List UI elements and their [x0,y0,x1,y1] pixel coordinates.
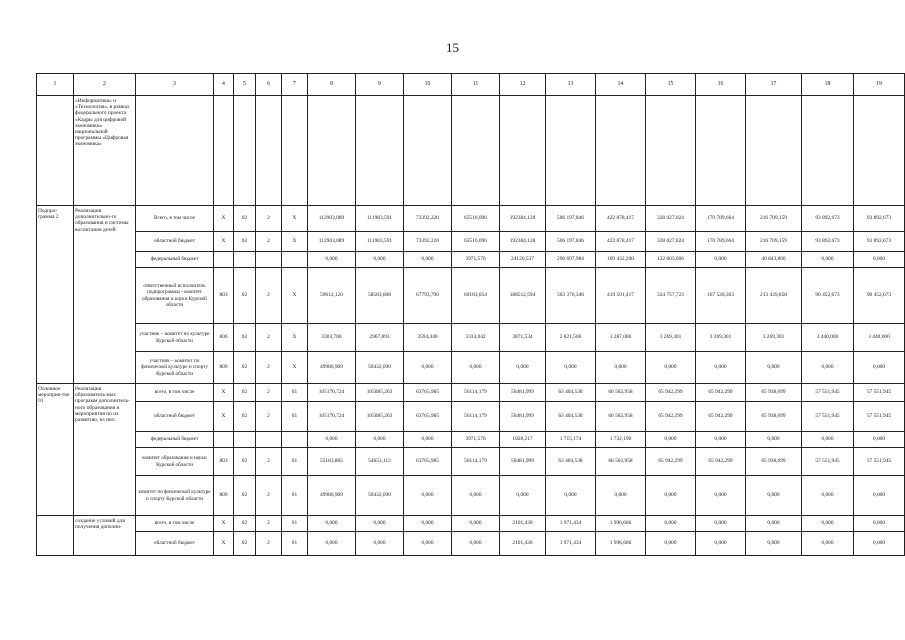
amount-cell: 0,000 [802,476,854,516]
budget-code-c6: 2 [256,476,282,516]
budget-code-c6 [256,432,282,448]
funding-source: областной бюджет [136,402,214,432]
amount-cell: 93 892,673 [854,232,905,252]
amount-cell: 65 942,299 [696,448,746,476]
amount-cell: 1 996,666 [596,516,646,532]
amount-cell: 122 603,006 [646,252,696,268]
amount-cell: 216 709,159 [746,206,802,232]
column-number-1: 1 [37,74,74,96]
amount-cell: 0,000 [854,352,905,384]
amount-cell: 0,000 [802,252,854,268]
empty-cell [282,96,308,206]
budget-code-c7 [282,252,308,268]
amount-cell: 66 502,958 [596,384,646,402]
funding-source: ответственный исполнитель подпрограммы - комитет образования и науки Курской области [136,268,214,324]
amount-cell: 55183,805 [308,448,356,476]
page-number: 15 [446,40,459,55]
measure-description: «Информатика» и «Технология», в рамках федерального проекта «Кадры для цифровой экономики» национальной программы «Цифровая экономика» [74,96,136,206]
amount-cell: 66 502,958 [596,448,646,476]
amount-cell: 24120,537 [500,252,546,268]
column-number-3: 3 [136,74,214,96]
column-number-13: 13 [546,74,596,96]
budget-code-c6 [256,252,282,268]
budget-code-c4 [214,252,234,268]
amount-cell: 1828,217 [500,432,546,448]
amount-cell: 0,000 [308,432,356,448]
empty-cell [37,96,74,206]
amount-cell: 0,000 [356,516,404,532]
amount-cell: 422 878,417 [596,232,646,252]
amount-cell: 66 502,958 [596,402,646,432]
empty-cell [646,96,696,206]
amount-cell: 56481,999 [500,402,546,432]
empty-cell [596,96,646,206]
budget-code-c6: 2 [256,206,282,232]
table-row [37,206,905,232]
amount-cell: 0,000 [452,352,500,384]
funding-source: комитет образования и науки Курской области [136,448,214,476]
budget-code-c7: Х [282,324,308,352]
table-row [37,432,905,448]
amount-cell: 0,000 [802,432,854,448]
amount-cell: 3 269,301 [696,324,746,352]
budget-code-c5: 02 [234,476,256,516]
amount-cell: 56114,179 [452,384,500,402]
funding-source: федеральный бюджет [136,252,214,268]
column-number-12: 12 [500,74,546,96]
amount-cell: 296 697,984 [546,252,596,268]
budget-code-c6: 2 [256,268,282,324]
table-row [37,324,905,352]
budget-code-c7: 01 [282,476,308,516]
amount-cell: 1 996,666 [596,532,646,556]
amount-cell: 93 892,673 [802,206,854,232]
budget-code-c5 [234,432,256,448]
budget-code-c4: Х [214,384,234,402]
column-number-8: 8 [308,74,356,96]
program-level: Основное мероприя-тие 01 [37,384,74,516]
amount-cell: 57 551,945 [854,402,905,432]
amount-cell: 3 269,301 [746,324,802,352]
empty-cell [256,96,282,206]
amount-cell: 0,000 [308,516,356,532]
budget-code-c5: 02 [234,402,256,432]
column-number-9: 9 [356,74,404,96]
empty-cell [214,96,234,206]
amount-cell: 63765,985 [404,402,452,432]
amount-cell: 63 404,538 [546,384,596,402]
amount-cell: 170 789,664 [696,206,746,232]
budget-code-c7: 01 [282,532,308,556]
column-number-7: 7 [282,74,308,96]
budget-code-c6: 2 [256,384,282,402]
amount-cell: 0,000 [696,532,746,556]
amount-cell: 90 452,673 [854,268,905,324]
program-level [37,516,74,556]
amount-cell: 0,000 [696,476,746,516]
amount-cell: 2101,430 [500,516,546,532]
amount-cell: 0,000 [854,516,905,532]
empty-cell [356,96,404,206]
program-name: создание условий для получения дополни- [74,516,136,556]
amount-cell: 0,000 [802,352,854,384]
amount-cell: 0,000 [646,532,696,556]
amount-cell: 0,000 [696,516,746,532]
empty-cell [854,96,905,206]
amount-cell: 0,000 [404,432,452,448]
budget-code-c4: Х [214,206,234,232]
table-row [37,252,905,268]
empty-cell [136,96,214,206]
amount-cell: 73392,220 [404,232,452,252]
budget-code-c7 [282,432,308,448]
amount-cell: 0,000 [696,352,746,384]
budget-code-c4: Х [214,402,234,432]
table-row [37,516,905,532]
amount-cell: 192384,128 [500,232,546,252]
budget-code-c5: 02 [234,532,256,556]
funding-source: федеральный бюджет [136,432,214,448]
amount-cell: 3871,534 [500,324,546,352]
budget-code-c4: 809 [214,352,234,384]
amount-cell: 3 287,000 [596,324,646,352]
amount-cell: 93 892,673 [802,232,854,252]
amount-cell: 422 878,417 [596,206,646,232]
empty-cell [802,96,854,206]
column-number-18: 18 [802,74,854,96]
budget-code-c7: 01 [282,402,308,432]
amount-cell: 59612,120 [308,268,356,324]
amount-cell: 328 027,024 [646,206,696,232]
header-row [37,74,905,96]
column-number-19: 19 [854,74,905,96]
amount-cell: 3594,440 [404,324,452,352]
amount-cell: 0,000 [802,532,854,556]
amount-cell: 0,000 [696,252,746,268]
funding-source: участник – комитет по физической культуре и спорту Курской области [136,352,214,384]
amount-cell: 93 892,673 [854,206,905,232]
amount-cell: 57 551,945 [802,448,854,476]
budget-code-c4: 806 [214,324,234,352]
empty-cell [452,96,500,206]
budget-code-c5: 02 [234,352,256,384]
amount-cell: 170 789,664 [696,232,746,252]
amount-cell: 65 942,299 [646,384,696,402]
budget-code-c5: 02 [234,206,256,232]
column-number-14: 14 [596,74,646,96]
amount-cell: 2101,430 [500,532,546,556]
amount-cell: 60183,054 [452,268,500,324]
amount-cell: 112903,089 [308,206,356,232]
empty-cell [546,96,596,206]
amount-cell: 0,000 [746,516,802,532]
budget-code-c6: 2 [256,232,282,252]
amount-cell: 0,000 [308,252,356,268]
amount-cell: 0,000 [746,352,802,384]
amount-cell: 56114,179 [452,402,500,432]
amount-cell: 0,000 [802,516,854,532]
budget-code-c5: 02 [234,268,256,324]
budget-code-c6: 2 [256,448,282,476]
amount-cell: 167 520,363 [696,268,746,324]
funding-source: участник – комитет по культуре Курской области [136,324,214,352]
amount-cell: 0,000 [646,432,696,448]
budget-code-c6: 2 [256,402,282,432]
amount-cell: 3 440,000 [854,324,905,352]
amount-cell: 0,000 [404,252,452,268]
amount-cell: 49986,969 [308,352,356,384]
program-level: Подпро-грамма 2 [37,206,74,384]
funding-source: областной бюджет [136,232,214,252]
empty-cell [500,96,546,206]
column-number-4: 4 [214,74,234,96]
amount-cell: 0,000 [746,532,802,556]
empty-cell [404,96,452,206]
amount-cell: 0,000 [854,532,905,556]
amount-cell: 0,000 [696,432,746,448]
empty-cell [746,96,802,206]
amount-cell: 0,000 [646,516,696,532]
amount-cell: 111983,591 [356,232,404,252]
budget-code-c5: 02 [234,232,256,252]
amount-cell: 0,000 [356,432,404,448]
amount-cell: 1 971,434 [546,516,596,532]
amount-cell: 50432,090 [356,352,404,384]
amount-cell: 3971,570 [452,432,500,448]
amount-cell: 328 027,024 [646,232,696,252]
budget-code-c7: Х [282,268,308,324]
amount-cell: 213 439,858 [746,268,802,324]
amount-cell: 0,000 [356,532,404,556]
amount-cell: 111983,591 [356,206,404,232]
funding-source: Всего, в том числе [136,206,214,232]
amount-cell: 3 440,000 [802,324,854,352]
amount-cell: 105085,203 [356,402,404,432]
amount-cell: 0,000 [546,476,596,516]
amount-cell: 506 197,846 [546,206,596,232]
amount-cell: 0,000 [854,476,905,516]
amount-cell: 3971,570 [452,252,500,268]
budget-code-c4 [214,432,234,448]
amount-cell: 56114,179 [452,448,500,476]
budget-code-c7: 01 [282,448,308,476]
amount-cell: 0,000 [646,476,696,516]
amount-cell: 0,000 [646,352,696,384]
amount-cell: 0,000 [500,476,546,516]
amount-cell: 65 938,699 [746,402,802,432]
column-number-15: 15 [646,74,696,96]
funding-source: всего, в том числе [136,516,214,532]
amount-cell: 65 938,699 [746,448,802,476]
column-number-10: 10 [404,74,452,96]
amount-cell: 192384,128 [500,206,546,232]
column-number-17: 17 [746,74,802,96]
funding-source: всего, в том числе [136,384,214,402]
amount-cell: 109 432,200 [596,252,646,268]
amount-cell: 57 551,945 [802,402,854,432]
amount-cell: 105170,724 [308,384,356,402]
budget-code-c6: 2 [256,532,282,556]
amount-cell: 0,000 [854,432,905,448]
amount-cell: 54653,113 [356,448,404,476]
table-row [37,532,905,556]
budget-code-c6: 2 [256,516,282,532]
budget-code-c7: 01 [282,384,308,402]
amount-cell: 56481,999 [500,448,546,476]
budget-code-c4: Х [214,532,234,556]
amount-cell: 0,000 [746,476,802,516]
amount-cell: 1 732,190 [596,432,646,448]
amount-cell: 3333,042 [452,324,500,352]
amount-cell: 65 942,299 [696,384,746,402]
table-row [37,352,905,384]
amount-cell: 65 942,299 [646,448,696,476]
budget-code-c4: Х [214,232,234,252]
amount-cell: 0,000 [356,252,404,268]
table-row [37,448,905,476]
empty-cell [696,96,746,206]
column-number-16: 16 [696,74,746,96]
amount-cell: 65516,096 [452,206,500,232]
program-name: Реализация дополнительно-го образования и системы воспитания детей [74,206,136,384]
amount-cell: 0,000 [404,476,452,516]
amount-cell: 0,000 [746,432,802,448]
amount-cell: 50432,090 [356,476,404,516]
amount-cell: 216 709,159 [746,232,802,252]
budget-code-c7: 01 [282,516,308,532]
amount-cell: 112903,089 [308,232,356,252]
amount-cell: 49986,969 [308,476,356,516]
amount-cell: 0,000 [404,532,452,556]
budget-code-c4: 809 [214,476,234,516]
amount-cell: 188512,594 [500,268,546,324]
budget-code-c5 [234,252,256,268]
budget-code-c7: Х [282,352,308,384]
amount-cell: 2 821,500 [546,324,596,352]
amount-cell: 67793,790 [404,268,452,324]
column-number-11: 11 [452,74,500,96]
amount-cell: 73392,220 [404,206,452,232]
amount-cell: 56481,999 [500,384,546,402]
amount-cell: 0,000 [404,516,452,532]
amount-cell: 57 551,945 [802,384,854,402]
amount-cell: 105085,203 [356,384,404,402]
budget-code-c5: 02 [234,384,256,402]
budget-code-c7: Х [282,206,308,232]
budget-code-c5: 02 [234,448,256,476]
amount-cell: 3303,700 [308,324,356,352]
budget-table [36,73,905,556]
budget-code-c4: 803 [214,448,234,476]
column-number-6: 6 [256,74,282,96]
table-row [37,232,905,252]
amount-cell: 65516,096 [452,232,500,252]
amount-cell: 0,000 [452,532,500,556]
budget-code-c5: 02 [234,516,256,532]
budget-code-c6: 2 [256,324,282,352]
empty-cell [308,96,356,206]
amount-cell: 0,000 [500,352,546,384]
amount-cell: 2967,893 [356,324,404,352]
amount-cell: 0,000 [596,352,646,384]
funding-source: комитет по физической культуре и спорту Курской области [136,476,214,516]
amount-cell: 0,000 [854,252,905,268]
budget-code-c4: 803 [214,268,234,324]
table-row [37,268,905,324]
budget-code-c6: 2 [256,352,282,384]
continuation-row [37,96,905,206]
column-number-5: 5 [234,74,256,96]
amount-cell: 506 197,846 [546,232,596,252]
column-number-2: 2 [74,74,136,96]
amount-cell: 0,000 [546,352,596,384]
amount-cell: 324 757,723 [646,268,696,324]
amount-cell: 63 404,538 [546,402,596,432]
amount-cell: 58583,608 [356,268,404,324]
table-row [37,476,905,516]
funding-source: областной бюджет [136,532,214,556]
amount-cell: 65 938,699 [746,384,802,402]
amount-cell: 503 376,346 [546,268,596,324]
amount-cell: 63765,985 [404,384,452,402]
table-row [37,402,905,432]
amount-cell: 1 971,434 [546,532,596,556]
amount-cell: 0,000 [308,532,356,556]
budget-code-c5: 02 [234,324,256,352]
amount-cell: 40 843,800 [746,252,802,268]
amount-cell: 63765,985 [404,448,452,476]
amount-cell: 57 551,945 [854,384,905,402]
amount-cell: 3 269,301 [646,324,696,352]
amount-cell: 0,000 [596,476,646,516]
amount-cell: 57 551,945 [854,448,905,476]
amount-cell: 65 942,299 [696,402,746,432]
amount-cell: 0,000 [452,516,500,532]
amount-cell: 63 404,538 [546,448,596,476]
empty-cell [234,96,256,206]
amount-cell: 1 715,174 [546,432,596,448]
program-name: Реализация образователь-ных программ дополнитель-ного образования и мероприятия по их развитию, из них: [74,384,136,516]
amount-cell: 0,000 [404,352,452,384]
budget-code-c4: Х [214,516,234,532]
budget-code-c7: Х [282,232,308,252]
amount-cell: 0,000 [452,476,500,516]
table-row [37,384,905,402]
amount-cell: 419 591,417 [596,268,646,324]
amount-cell: 65 942,299 [646,402,696,432]
amount-cell: 105170,724 [308,402,356,432]
amount-cell: 90 452,673 [802,268,854,324]
